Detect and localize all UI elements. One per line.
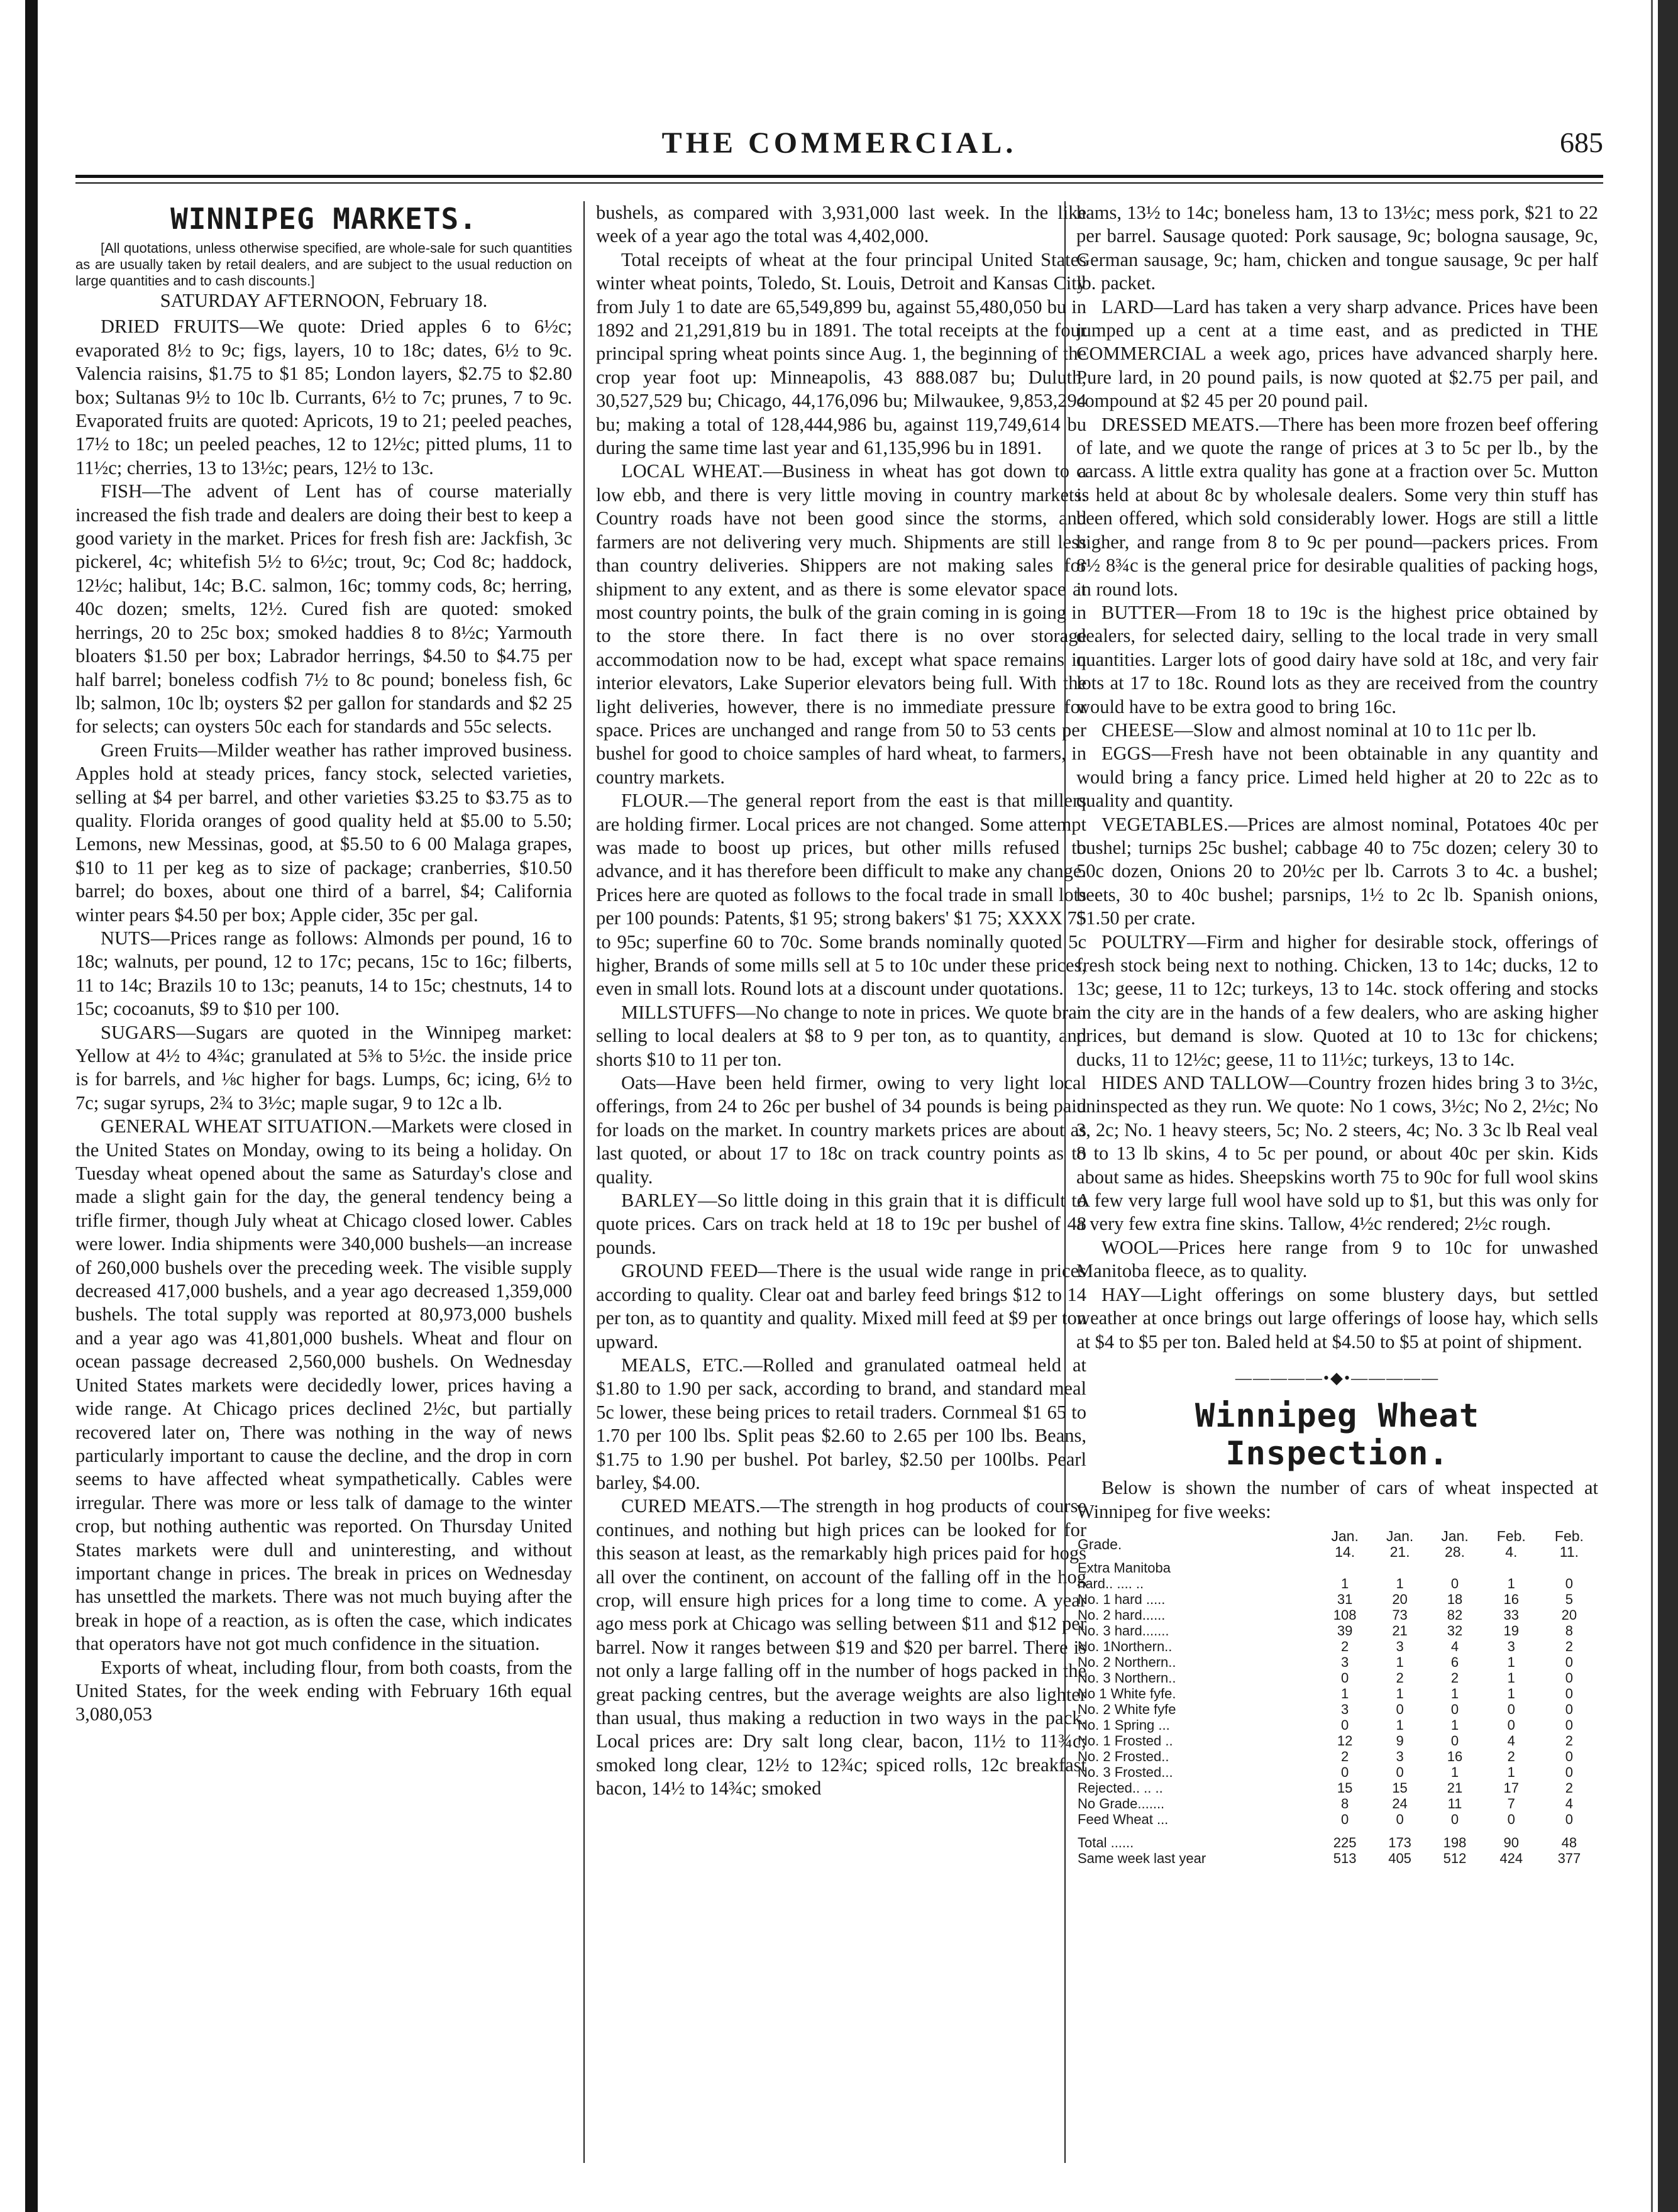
count-cell: 3 xyxy=(1507,1639,1515,1655)
count-cell: 0 xyxy=(1565,1670,1574,1686)
column-header: Feb. 4. xyxy=(1496,1528,1526,1561)
count-cell: 512 xyxy=(1443,1850,1467,1867)
count-cell: 0 xyxy=(1565,1654,1574,1671)
paragraph: FISH—The advent of Lent has of course materially increased the fish trade and dealers are doing their best to keep a good variety in the market. Prices for fresh fish are: Jackfish, 3c pickerel, 4c; whitefish 5½ to 6½c; trout, 9c; Cod 8c; haddock, 12½c; halibut, 14c; B.C. salmon, 16c; tommy cods, 8c; herring, 40c dozen; smelts, 12½. Cured fish are quoted: smoked herrings, 20 to 25c box; smoked haddies 8 to 8½c; Yarmouth bloaters $1.50 per box; Labrador herrings, $4.50 to $4.75 per half barrel; boneless codfish 7½ to 8c pound; boneless fish, 6c lb; salmon, 10c lb; oysters $2 per gallon for standards and $2 25 for selects; can oysters 50c each for standards and 55c selects. xyxy=(75,480,572,738)
count-cell: 0 xyxy=(1507,1701,1515,1718)
left-margin-rule xyxy=(25,0,38,2212)
count-cell: 90 xyxy=(1503,1835,1520,1851)
table-row xyxy=(1076,1560,1598,1576)
count-cell: 1 xyxy=(1450,1764,1459,1781)
grade-cell: hard.. .... .. xyxy=(1078,1576,1144,1592)
count-cell: 2 xyxy=(1565,1780,1574,1796)
count-cell: 17 xyxy=(1503,1780,1520,1796)
grade-cell: No. 2 White fyfe xyxy=(1078,1701,1176,1718)
count-cell: 0 xyxy=(1396,1701,1404,1718)
inspection-table xyxy=(1076,1529,1598,1866)
count-cell: 39 xyxy=(1337,1623,1353,1639)
grade-cell: No Grade....... xyxy=(1078,1796,1165,1812)
count-cell: 20 xyxy=(1561,1607,1577,1623)
count-cell: 16 xyxy=(1503,1591,1520,1608)
count-cell: 0 xyxy=(1341,1670,1349,1686)
right-edge-rule xyxy=(1658,0,1678,2212)
count-cell: 2 xyxy=(1341,1749,1349,1765)
count-cell: 32 xyxy=(1447,1623,1463,1639)
column-header: Jan. 21. xyxy=(1386,1528,1414,1561)
table-row xyxy=(1076,1764,1598,1780)
count-cell: 2 xyxy=(1450,1670,1459,1686)
count-cell: 198 xyxy=(1443,1835,1467,1851)
column-header: Jan. 28. xyxy=(1441,1528,1469,1561)
paragraph: NUTS—Prices range as follows: Almonds per pound, 16 to 18c; walnuts, per pound, 12 to 17c; pecans, 15c to 16c; filberts, 11 to 14c; Brazils 10 to 13c; peanuts, 14 to 15c; chestnuts, 14 to 15c; cocoanuts, $9 to $10 per 100. xyxy=(75,927,572,1020)
table-row xyxy=(1076,1607,1598,1623)
count-cell: 0 xyxy=(1450,1811,1459,1828)
grade-cell: Extra Manitoba xyxy=(1078,1560,1171,1576)
count-cell: 2 xyxy=(1507,1749,1515,1765)
grade-cell: No. 1 Spring ... xyxy=(1078,1717,1170,1734)
table-row xyxy=(1076,1717,1598,1733)
paragraph: BARLEY—So little doing in this grain that it is difficult to quote prices. Cars on track held at 18 to 19c per bushel of 48 pounds. xyxy=(596,1190,1086,1258)
count-cell: 1 xyxy=(1450,1717,1459,1734)
right-edge-line xyxy=(1651,0,1653,2212)
count-cell: 73 xyxy=(1392,1607,1408,1623)
column-3 xyxy=(1076,201,1598,2150)
table-row xyxy=(1076,1733,1598,1749)
count-cell: 15 xyxy=(1337,1780,1353,1796)
grade-cell: No. 2 Frosted.. xyxy=(1078,1749,1169,1765)
count-cell: 1 xyxy=(1507,1764,1515,1781)
grade-cell: No. 1 Frosted .. xyxy=(1078,1733,1173,1749)
paragraph: LOCAL WHEAT.—Business in wheat has got down to a low ebb, and there is very little moving in country markets. Country roads have not been good since the storms, and farmers are not delivering very much. Shipments are still less than country deliveries. Shippers are not making sales for shipment to any extent, and as there is some elevator space at most country points, the bulk of the grain coming in is going in to the store there. In fact there is no over storage accommodation now to be had, except what space remains in interior elevators, Lake Superior elevators being full. With the light deliveries, however, there is no immediate pressure for space. Prices are unchanged and range from 50 to 53 cents per bushel for good to choice samples of hard wheat, to farmers, in country markets. xyxy=(596,460,1086,788)
header-rule-thin xyxy=(75,182,1603,184)
count-cell: 3 xyxy=(1396,1749,1404,1765)
paragraph: EGGS—Fresh have not been obtainable in any quantity and would bring a fancy price. Limed held higher at 20 to 22c as to quality and quantity. xyxy=(1076,743,1598,812)
grade-cell: No. 1Northern.. xyxy=(1078,1639,1173,1655)
count-cell xyxy=(1427,1560,1482,1576)
count-cell: 2 xyxy=(1341,1639,1349,1655)
count-cell: 1 xyxy=(1341,1576,1349,1592)
count-cell: 0 xyxy=(1507,1811,1515,1828)
paragraph: HAY—Light offerings on some blustery days, but settled weather at once brings out large offerings of loose hay, which sells at $4 to $5 per ton. Baled held at $4.50 to $5 at point of shipment. xyxy=(1076,1283,1598,1352)
count-cell: 16 xyxy=(1447,1749,1463,1765)
count-cell: 48 xyxy=(1561,1835,1577,1851)
count-cell: 0 xyxy=(1507,1717,1515,1734)
count-cell: 0 xyxy=(1396,1811,1404,1828)
count-cell: 108 xyxy=(1333,1607,1357,1623)
count-cell: 18 xyxy=(1447,1591,1463,1608)
count-cell: 0 xyxy=(1341,1811,1349,1828)
paragraph: hams, 13½ to 14c; boneless ham, 13 to 13½c; mess pork, $21 to 22 per barrel. Sausage quoted: Pork sausage, 9c; bologna sausage, 9c, German sausage, 9c; ham, chicken and tongue sausage, 9c per half lb. packet. xyxy=(1076,202,1598,294)
count-cell: 0 xyxy=(1450,1733,1459,1749)
count-cell: 0 xyxy=(1565,1717,1574,1734)
table-row xyxy=(1076,1591,1598,1607)
count-cell: 1 xyxy=(1396,1686,1404,1702)
count-cell: 21 xyxy=(1447,1780,1463,1796)
section-ornament: —————•◆•————— xyxy=(1235,1368,1440,1387)
paragraph: MILLSTUFFS—No change to note in prices. We quote bran selling to local dealers at $8 to 9 per ton, as to quantity, and shorts $10 to 11 per ton. xyxy=(596,1001,1086,1070)
count-cell: 11 xyxy=(1447,1796,1462,1812)
grade-cell: Total ...... xyxy=(1078,1835,1134,1851)
count-cell: 0 xyxy=(1565,1686,1574,1702)
table-row xyxy=(1076,1654,1598,1670)
paragraph: FLOUR.—The general report from the east is that millers are holding firmer. Local prices are not changed. Some attempt was made to boost up prices, but other mills refused to advance, and it has therefore been difficult to make any change. Prices here are quoted as follows to the focal trade in small lots per 100 pounds: Patents, $1 95; strong bakers' $1 75; XXXX 75 to 95c; superfine 60 to 70c. Some brands nominally quoted 5c higher, Brands of some mills sell at 5 to 10c under these prices, even in small lots. Round lots at a discount under quotations. xyxy=(596,790,1086,1000)
count-cell: 31 xyxy=(1337,1591,1353,1608)
count-cell: 6 xyxy=(1450,1654,1459,1671)
count-cell: 15 xyxy=(1392,1780,1408,1796)
count-cell: 1 xyxy=(1341,1686,1349,1702)
inspection-intro: Below is shown the number of cars of wheat inspected at Winnipeg for five weeks: xyxy=(1076,1477,1598,1522)
count-cell: 405 xyxy=(1388,1850,1411,1867)
quotation-note: [All quotations, unless otherwise specified, are whole-sale for such quantities as are usually taken by retail dealers, and are subject to the usual reduction on large quantities and to cash discounts.] xyxy=(75,240,572,289)
grade-cell: Feed Wheat ... xyxy=(1078,1811,1169,1828)
grade-cell: No 1 White fyfe. xyxy=(1078,1686,1176,1702)
grade-cell: No. 3 hard....... xyxy=(1078,1623,1169,1639)
paragraph: HIDES AND TALLOW—Country frozen hides bring 3 to 3½c, uninspected as they run. We quote: No 1 cows, 3½c; No 2, 2½c; No 3, 2c; No. 1 heavy steers, 5c; No. 2 steers, 4c; No. 3 3c lb Real veal 8 to 13 lb skins, 4 to 5c per pound, or about 40c per skin. Kids about same as hides. Sheepskins worth 75 to 90c for full wool skins A few very large full wool have sold up to $1, but this was only for a very few extra fine skins. Tallow, 4½c rendered; 2½c rough. xyxy=(1076,1072,1598,1235)
count-cell: 0 xyxy=(1565,1749,1574,1765)
table-row xyxy=(1076,1850,1598,1866)
table-row xyxy=(1076,1686,1598,1701)
grade-cell: Rejected.. .. .. xyxy=(1078,1780,1163,1796)
count-cell xyxy=(1372,1560,1427,1576)
count-cell: 2 xyxy=(1565,1733,1574,1749)
table-row xyxy=(1076,1701,1598,1717)
count-cell: 4 xyxy=(1507,1733,1515,1749)
paragraph: WOOL—Prices here range from 9 to 10c for unwashed Manitoba fleece, as to quality. xyxy=(1076,1236,1598,1282)
table-row xyxy=(1076,1749,1598,1764)
grade-cell: No. 2 Northern.. xyxy=(1078,1654,1176,1671)
count-cell: 1 xyxy=(1507,1576,1515,1592)
paragraph: GENERAL WHEAT SITUATION.—Markets were closed in the United States on Monday, owing to its being a holiday. On Tuesday wheat opened about the same as Saturday's close and made a slight gain for the day, the general tendency being a trifle firmer, though July wheat at Chicago closed lower. Cables were lower. India shipments were 340,000 bushels—an increase of 260,000 bushels over the preceding week. The visible supply decreased 417,000 bushels, and a year ago decreased 1,359,000 bushels. The total supply was reported at 80,973,000 bushels and a year ago was 41,801,000 bushels. Wheat and flour on ocean passage decreased 2,560,000 bushels. On Wednesday United States markets were decidedly lower, prices having a wide range. At Chicago prices declined 2½c, but partially recovered later on, There was nothing in the way of news particularly important to cause the decline, and the drop in corn seems to have affected wheat sympathetically. Cables were irregular. There was more or less talk of damage to the winter crop, but nothing authentic was reported. On Thursday United States markets were dull and uninteresting, and without important change in prices. The break in prices on Wednesday has unsettled the markets. There was not much buying after the break in hope of a reaction, as is often the case, which indicates that operators have not got much confidence in the situation. xyxy=(75,1115,572,1655)
count-cell: 513 xyxy=(1333,1850,1357,1867)
grade-cell: Same week last year xyxy=(1078,1850,1206,1867)
count-cell: 1 xyxy=(1507,1654,1515,1671)
count-cell: 173 xyxy=(1388,1835,1411,1851)
page-number: 685 xyxy=(1560,126,1603,158)
paragraph: Green Fruits—Milder weather has rather improved business. Apples hold at steady prices, fancy stock, selected varieties, selling at $4 per barrel, and other varieties $3.25 to $3.75 as to quality. Florida oranges of good quality held at $5.00 to 5.50; Lemons, new Messinas, good, at $5.50 to 6 00 Malaga grapes, $10 to 11 per keg as to size of package; cranberries, $10.50 barrel; do boxes, about one third of a barrel, $4; California winter pears $4.50 per box; Apple cider, 35c per gal. xyxy=(75,739,572,926)
count-cell: 0 xyxy=(1565,1764,1574,1781)
count-cell: 9 xyxy=(1396,1733,1404,1749)
count-cell: 12 xyxy=(1337,1733,1353,1749)
count-cell: 0 xyxy=(1341,1717,1349,1734)
paragraph: VEGETABLES.—Prices are almost nominal, Potatoes 40c per bushel; turnips 25c bushel; cabbage 40 to 75c dozen; celery 30 to 50c dozen, Onions 20 to 20½c per lb. Carrots 3 to 4c. a bushel; beets, 30 to 40c bushel; parsnips, 1½ to 2c lb. Spanish onions, $1.50 per crate. xyxy=(1076,813,1598,929)
count-cell: 82 xyxy=(1447,1607,1463,1623)
table-row xyxy=(1076,1827,1598,1850)
markets-title: WINNIPEG MARKETS. xyxy=(170,202,477,236)
count-cell: 1 xyxy=(1396,1576,1404,1592)
count-cell: 2 xyxy=(1565,1639,1574,1655)
column-rule xyxy=(583,201,585,2163)
count-cell: 0 xyxy=(1396,1764,1404,1781)
paragraph: CURED MEATS.—The strength in hog products of course continues, and nothing but high prices can be looked for for this season at least, as the remarkably high prices paid for hogs all over the continent, on account of the falling off in the hog crop, will ensure high prices for a long time to come. A year ago mess pork at Chicago was selling between $11 and $12 per barrel. Now it ranges between $19 and $20 per barrel. There is not only a large falling off in the number of hogs packed in the great packing centres, but the average weights are also lighter than usual, thus making a reduction in two ways in the pack. Local prices are: Dry salt long clear, bacon, 11½ to 11¾c; smoked long clear, 12½ to 12¾c; spiced rolls, 12c breakfast bacon, 14½ to 14¾c; smoked xyxy=(596,1495,1086,1800)
paragraph: GROUND FEED—There is the usual wide range in prices according to quality. Clear oat and barley feed brings $12 to 14 per ton, as to quantity and quality. Mixed mill feed at $9 per ton upward. xyxy=(596,1260,1086,1352)
paragraph: CHEESE—Slow and almost nominal at 10 to 11c per lb. xyxy=(1101,719,1537,741)
inspection-title: Winnipeg Wheat Inspection. xyxy=(1195,1397,1480,1473)
paragraph: POULTRY—Firm and higher for desirable stock, offerings of fresh stock being next to nothing. Chicken, 13 to 14c; ducks, 12 to 13c; geese, 11 to 12c; turkeys, 13 to 14c. stock offering and stocks in the city are in the hands of a few dealers, who are asking higher prices, but demand is slow. Quoted at 10 to 13c for chickens; ducks, 11 to 12½c; geese, 11 to 11½c; turkeys, 13 to 14c. xyxy=(1076,931,1598,1070)
count-cell: 2 xyxy=(1396,1670,1404,1686)
dateline: SATURDAY AFTERNOON, February 18. xyxy=(160,290,488,311)
count-cell: 0 xyxy=(1450,1701,1459,1718)
paragraph: LARD—Lard has taken a very sharp advance. Prices have been jumped up a cent at a time east, and as predicted in THE COMMERCIAL a week ago, prices have advanced sharply here. Pure lard, in 20 pound pails, is now quoted at $2.75 per pail, and compound at $2 45 per 20 pound pail. xyxy=(1076,296,1598,412)
count-cell: 7 xyxy=(1507,1796,1515,1812)
count-cell: 3 xyxy=(1341,1654,1349,1671)
grade-cell: No. 1 hard ..... xyxy=(1078,1591,1166,1608)
paragraph: Oats—Have been held firmer, owing to very light local offerings, from 24 to 26c per bushel of 34 pounds is being paid for loads on the market. In country markets prices are about as last quoted, or about 17 to 18c on track country points as to quality. xyxy=(596,1072,1086,1188)
count-cell xyxy=(1540,1560,1598,1576)
grade-cell: No. 2 hard...... xyxy=(1078,1607,1166,1623)
masthead: THE COMMERCIAL. xyxy=(661,126,1017,160)
table-row xyxy=(1076,1780,1598,1796)
table-row xyxy=(1076,1639,1598,1654)
count-cell: 1 xyxy=(1396,1717,1404,1734)
count-cell: 4 xyxy=(1450,1639,1459,1655)
count-cell: 8 xyxy=(1565,1623,1574,1639)
column-header: Jan. 14. xyxy=(1331,1528,1359,1561)
column-header: Feb. 11. xyxy=(1554,1528,1584,1561)
page-header xyxy=(75,126,1603,170)
paragraph: BUTTER—From 18 to 19c is the highest price obtained by dealers, for selected dairy, selling to the local trade in very small quantities. Larger lots of good dairy have sold at 18c, and very fair lots at 17 to 18c. Round lots as they are received from the country would have to be extra good to bring 16c. xyxy=(1076,601,1598,717)
table-header-row xyxy=(1076,1529,1598,1560)
count-cell: 4 xyxy=(1565,1796,1574,1812)
column-header: Grade. xyxy=(1078,1535,1122,1552)
count-cell: 225 xyxy=(1333,1835,1357,1851)
count-cell: 19 xyxy=(1503,1623,1520,1639)
table-row xyxy=(1076,1811,1598,1827)
table-row xyxy=(1076,1670,1598,1686)
count-cell: 424 xyxy=(1499,1850,1523,1867)
grade-cell: No. 3 Northern.. xyxy=(1078,1670,1176,1686)
count-cell: 8 xyxy=(1341,1796,1349,1812)
count-cell: 3 xyxy=(1396,1639,1404,1655)
count-cell: 377 xyxy=(1557,1850,1581,1867)
table-row xyxy=(1076,1796,1598,1811)
count-cell xyxy=(1317,1560,1372,1576)
count-cell: 0 xyxy=(1565,1701,1574,1718)
column-1 xyxy=(75,201,572,2150)
paragraph: DRIED FRUITS—We quote: Dried apples 6 to 6½c; evaporated 8½ to 9c; figs, layers, 10 to 18c; dates, 6½ to 9c. Valencia raisins, $1.75 to $1 85; London layers, $2.75 to $2.80 box; Sultanas 9½ to 10c lb. Currants, 6½ to 7c; prunes, 7 to 9c. Evaporated fruits are quoted: Apricots, 19 to 21; peeled peaches, 17½ to 18c; un peeled peaches, 12 to 12½c; pitted plums, 11 to 11½c; cherries, 13 to 13½c; pears, 12½ to 13c. xyxy=(75,316,572,478)
count-cell: 0 xyxy=(1565,1576,1574,1592)
count-cell: 0 xyxy=(1565,1811,1574,1828)
count-cell: 0 xyxy=(1450,1576,1459,1592)
table-row xyxy=(1076,1576,1598,1591)
paragraph: bushels, as compared with 3,931,000 last week. In the like week of a year ago the total was 4,402,000. xyxy=(596,202,1086,247)
paragraph: SUGARS—Sugars are quoted in the Winnipeg market: Yellow at 4½ to 4¾c; granulated at 5⅜ to 5½c. the inside price is for barrels, and ⅛c higher for bags. Lumps, 6c; icing, 6½ to 7c; sugar syrups, 2¾ to 3½c; maple sugar, 9 to 12c a lb. xyxy=(75,1021,572,1114)
header-rule xyxy=(75,175,1603,178)
count-cell: 24 xyxy=(1392,1796,1408,1812)
paragraph: MEALS, ETC.—Rolled and granulated oatmeal held at $1.80 to 1.90 per sack, according to brand, and standard meal 5c lower, these being prices to retail traders. Cornmeal $1 65 to 1.70 per 100 lbs. Split peas $2.60 to 2.65 per 100 lbs. Beans, $1.75 to 1.90 per bushel. Pot barley, $2.50 per 100lbs. Pearl barley, $4.00. xyxy=(596,1354,1086,1493)
paragraph: Total receipts of wheat at the four principal United States winter wheat points, Toledo, St. Louis, Detroit and Kansas City from July 1 to date are 65,549,899 bu, against 55,480,050 bu in 1892 and 21,291,819 bu in 1891. The total receipts at the four principal spring wheat points since Aug. 1, the beginning of the crop year foot up: Minneapolis, 43 888.087 bu; Duluth, 30,527,529 bu; Chicago, 44,176,096 bu; Milwaukee, 9,853,294 bu; making a total of 128,444,986 bu, against 119,749,614 bu during the same time last year and 61,135,996 bu in 1891. xyxy=(596,248,1086,459)
table-row xyxy=(1076,1623,1598,1639)
count-cell: 5 xyxy=(1565,1591,1574,1608)
count-cell: 1 xyxy=(1507,1670,1515,1686)
column-2 xyxy=(596,201,1086,2150)
paragraph: DRESSED MEATS.—There has been more frozen beef offering of late, and we quote the range of prices at 3 to 5c per lb., by the carcass. A little extra quality has gone at a fraction over 5c. Mutton is held at about 8c by wholesale dealers. Some very thin stuff has been offered, which sold considerably lower. Hogs are still a little higher, and range from 8 to 9c per pound—packers prices. From 8½ 8¾c is the general price for desirable qualities of packing hogs, in round lots. xyxy=(1076,413,1598,600)
count-cell: 1 xyxy=(1396,1654,1404,1671)
count-cell: 1 xyxy=(1507,1686,1515,1702)
count-cell xyxy=(1482,1560,1540,1576)
count-cell: 20 xyxy=(1392,1591,1408,1608)
grade-cell: No. 3 Frosted... xyxy=(1078,1764,1173,1781)
paragraph: Exports of wheat, including flour, from both coasts, from the United States, for the week ending with February 16th equal 3,080,053 xyxy=(75,1656,572,1725)
count-cell: 1 xyxy=(1450,1686,1459,1702)
count-cell: 33 xyxy=(1503,1607,1520,1623)
count-cell: 0 xyxy=(1341,1764,1349,1781)
count-cell: 3 xyxy=(1341,1701,1349,1718)
count-cell: 21 xyxy=(1392,1623,1408,1639)
